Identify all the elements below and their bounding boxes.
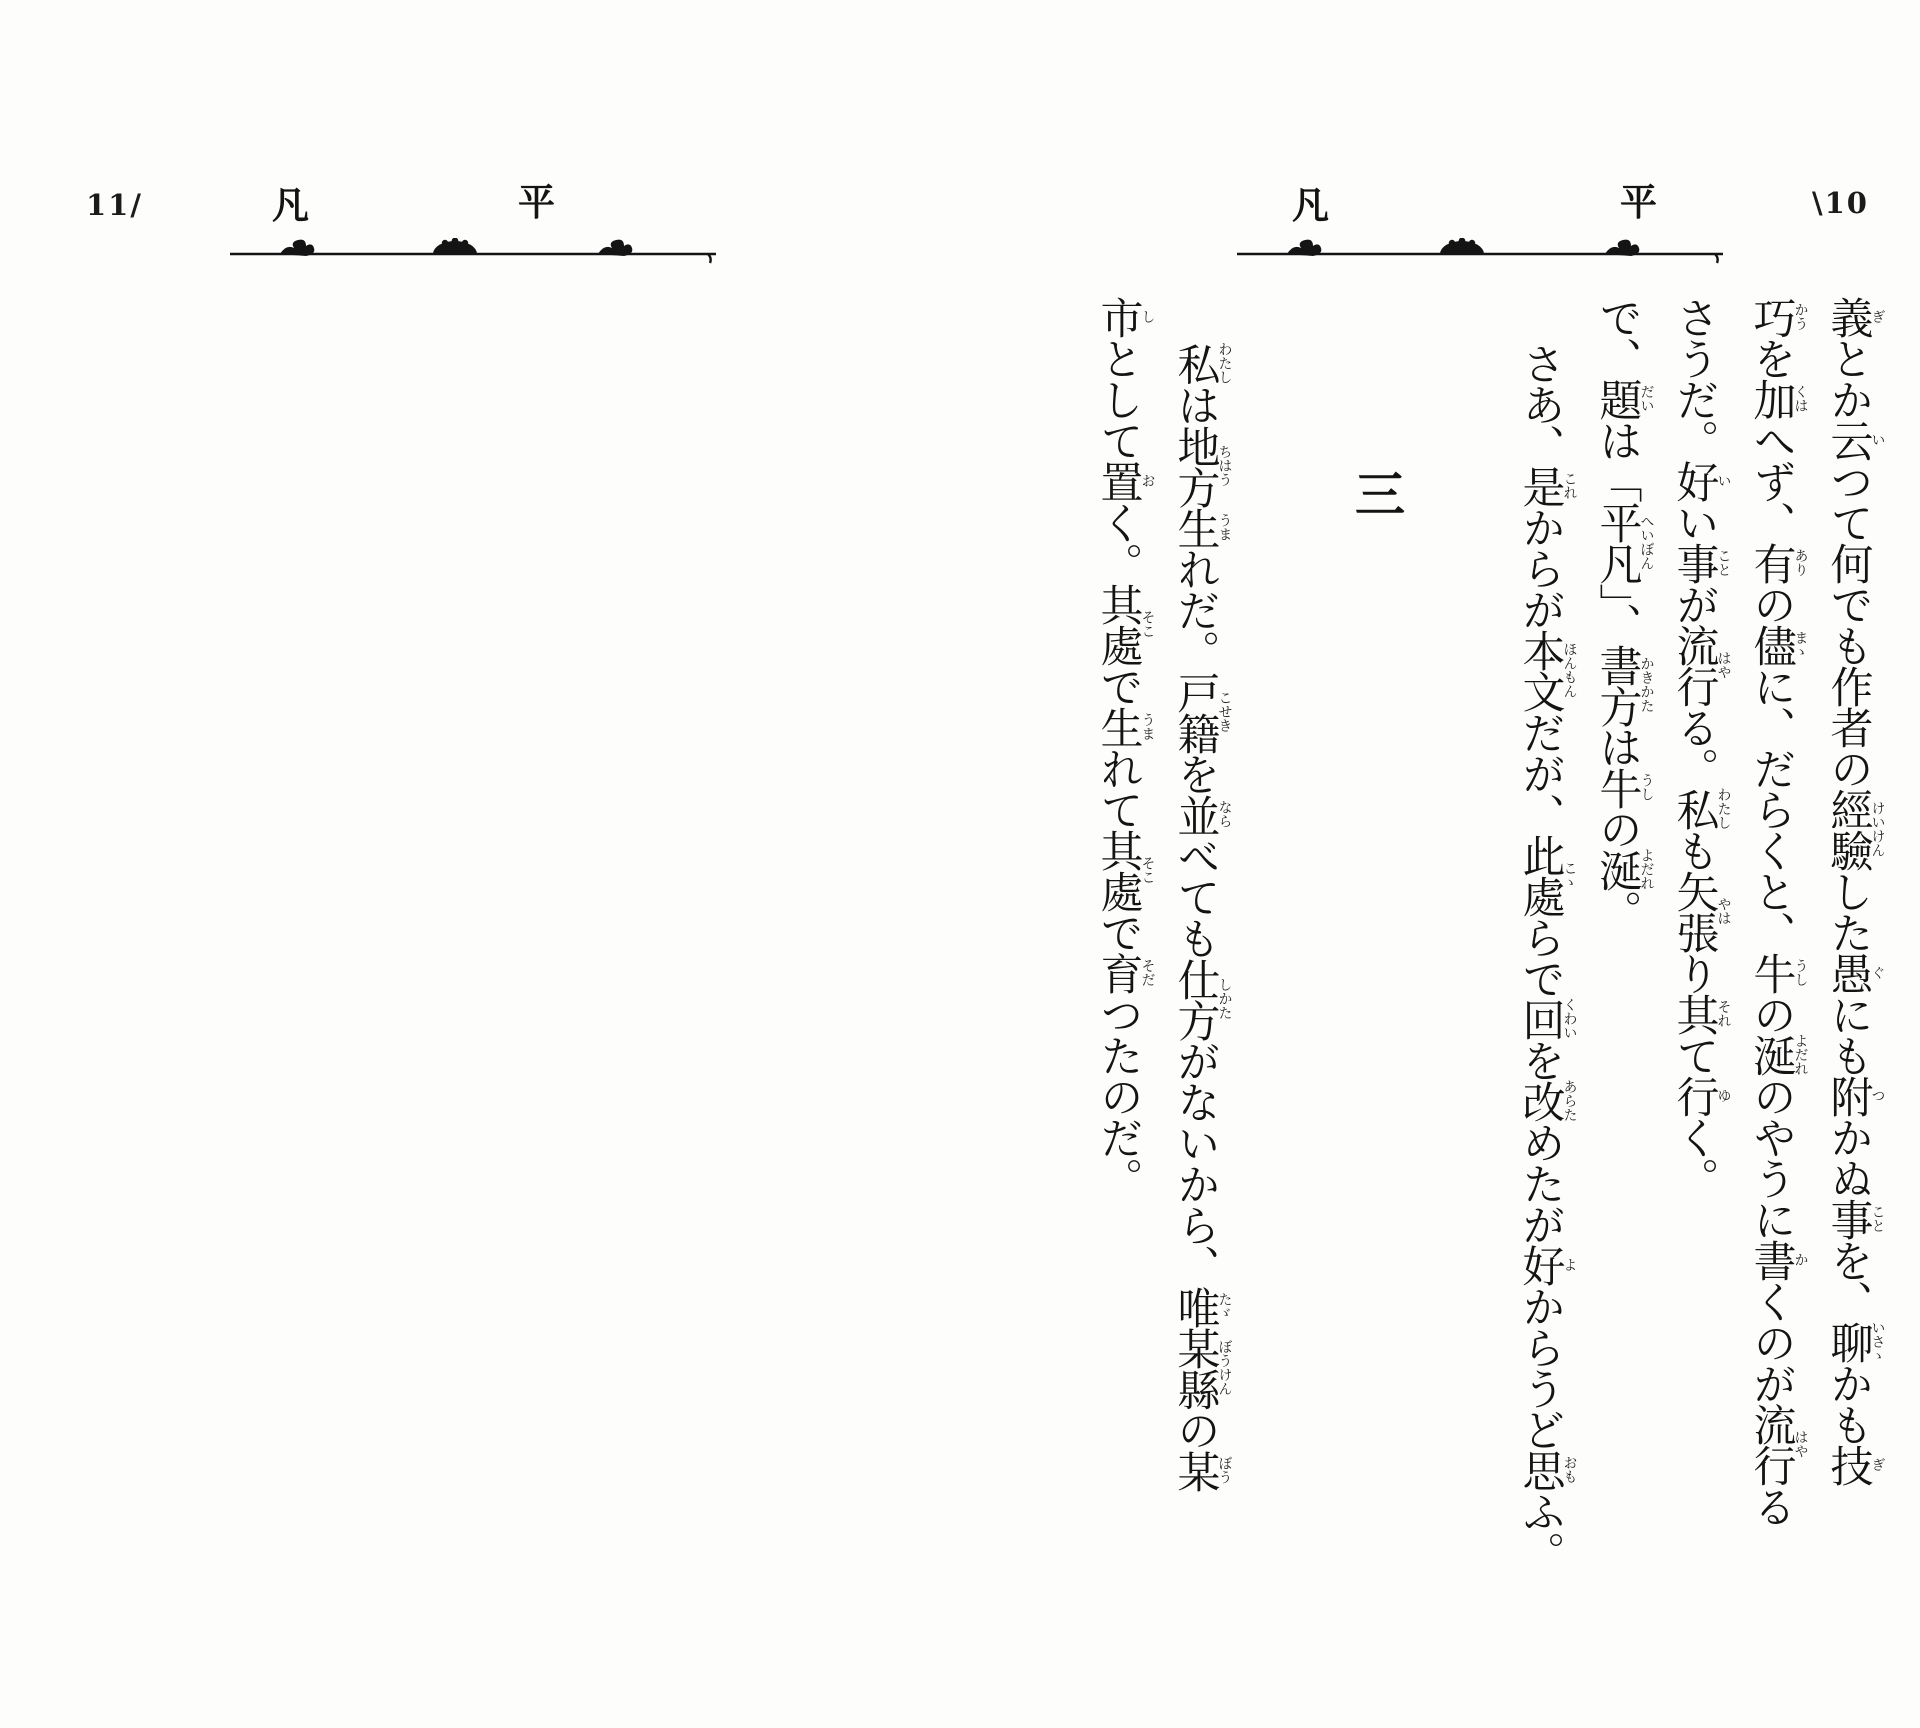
header-ornament-rule [1235,238,1725,264]
text-column: 私わたしは地方ちはう生うまれだ。戸籍こせきを並ならべても仕方しかたがないから、唯たゞ某縣ぼうけんの某ぼう [1171,342,1232,1491]
page-number: \10 [1812,186,1869,220]
section-number: 三 [1348,468,1404,518]
running-title-char-hei: 平 [518,183,555,224]
running-title-char-bon: 凡 [1292,186,1329,227]
text-column: 義ぎとか云いつて何でも作者の經驗けいけんした愚ぐにも附つかぬ事ことを、聊いさゝかも技ぎ [1824,296,1885,1485]
page-number: 11/ [86,188,143,222]
text-column: で、題だいは「平凡へいぼん」、書方かきかたは牛うしの涎よだれ。 [1593,296,1654,931]
text-column: さうだ。好いい事ことが流行はやる。私わたしも矢張やはり其それて行ゆく。 [1670,296,1731,1198]
text-column: 市しとして置おく。其處そこで生うまれて其處そこで育そだつたのだ。 [1094,296,1155,1198]
header-ornament-rule [228,238,718,264]
text-column: さあ、是これからが本文ほんもんだが、此處こゝらで回くわいを改あらためたが好よからうど思おもふ。 [1516,342,1577,1572]
text-column: 巧かうを加くはへず、有ありの儘まゝに、だらくと、牛うしの涎よだれのやうに書かくのが流行はやる [1747,296,1808,1526]
running-title-char-bon: 凡 [272,186,309,227]
text-block [1077,296,1884,1586]
running-title-char-hei: 平 [1620,183,1657,224]
page-10 [960,0,1920,1728]
